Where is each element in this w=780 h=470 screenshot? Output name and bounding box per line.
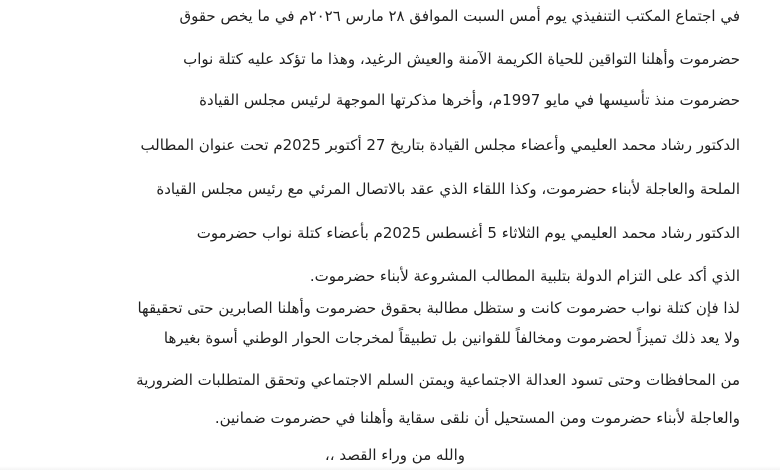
paragraph-line-5: الملحة والعاجلة لأبناء حضرموت، وكذا اللقاء الذي عقد بالاتصال المرئي مع رئيس مجلس القيادة xyxy=(156,180,740,198)
bottom-edge-shade xyxy=(0,466,780,470)
paragraph-line-6: الدكتور رشاد محمد العليمي يوم الثلاثاء 5 أغسطس 2025م بأعضاء كتلة نواب حضرموت xyxy=(196,224,740,242)
paragraph-line-2: حضرموت وأهلنا التواقين للحياة الكريمة الآمنة والعيش الرغيد، وهذا ما تؤكد عليه كتلة نواب xyxy=(183,50,740,68)
paragraph-line-11: والعاجلة لأبناء حضرموت ومن المستحيل أن نلقى سقاية وأهلنا في حضرموت ضمانين. xyxy=(214,409,740,427)
paragraph-line-1: في اجتماع المكتب التنفيذي يوم أمس السبت الموافق ٢٨ مارس ٢٠٢٦م في ما يخص حقوق xyxy=(179,7,740,25)
paragraph-line-4: الدكتور رشاد محمد العليمي وأعضاء مجلس القيادة بتاريخ 27 أكتوبر 2025م تحت عنوان المطالب xyxy=(140,136,740,154)
paragraph-line-10: من المحافظات وحتى تسود العدالة الاجتماعية ويمتن السلم الاجتماعي وتحقق المتطلبات الضرورية xyxy=(136,371,740,389)
closing-line: والله من وراء القصد ،، xyxy=(324,446,465,464)
paragraph-line-3: حضرموت منذ تأسيسها في مايو 1997م، وأخرها مذكرتها الموجهة لرئيس مجلس القيادة xyxy=(199,91,740,109)
paragraph-line-7: الذي أكد على التزام الدولة بتلبية المطالب المشروعة لأبناء حضرموت. xyxy=(309,267,740,285)
paragraph-line-9: ولا يعد ذلك تميزاً لحضرموت ومخالفاً للقوانين بل تطبيقاً لمخرجات الحوار الوطني أسوة بغيرها xyxy=(163,329,740,347)
paragraph-line-8: لذا فإن كتلة نواب حضرموت كانت و ستظل مطالبة بحقوق حضرموت وأهلنا الصابرين حتى تحقيقها xyxy=(137,299,740,317)
